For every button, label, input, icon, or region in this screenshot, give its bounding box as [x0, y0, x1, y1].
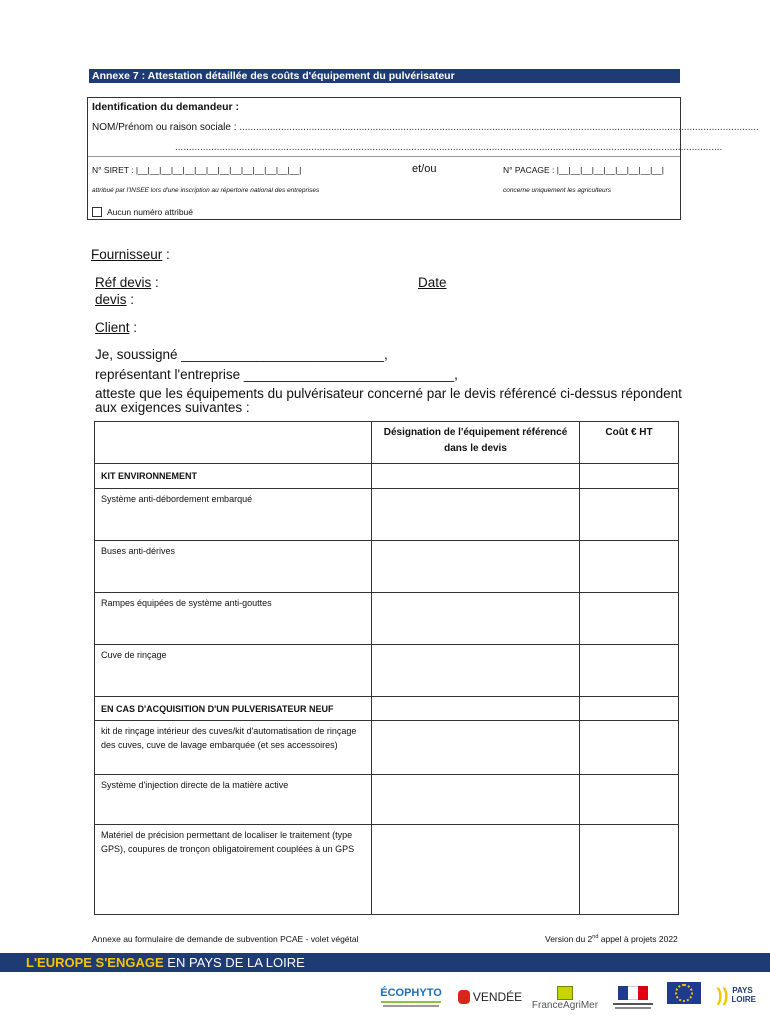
fournisseur-colon: :: [162, 247, 170, 262]
europe-banner: [0, 953, 770, 972]
cout-cell[interactable]: [580, 489, 679, 541]
table-header-row: [95, 422, 679, 464]
banner-rest: EN PAYS DE LA LOIRE: [163, 955, 305, 970]
footer-right: [545, 934, 678, 944]
row-label: Système d'injection directe de la matière active: [95, 775, 372, 825]
franceagrimer-logo: [530, 984, 600, 1012]
pays-loire-arc-icon: )): [716, 984, 729, 1005]
cout-cell[interactable]: [580, 697, 679, 721]
table-row: [95, 721, 679, 775]
designation-cell[interactable]: [372, 645, 580, 697]
header-designation: Désignation de l'équipement référencé dans le devis: [372, 422, 580, 464]
identification-title: Identification du demandeur :: [92, 101, 240, 113]
cout-cell[interactable]: [580, 593, 679, 645]
cout-cell[interactable]: [580, 464, 679, 489]
eu-stars-icon: [675, 984, 693, 1002]
eu-flag-icon: [667, 982, 701, 1004]
section-pulverisateur-neuf: EN CAS D'ACQUISITION D'UN PULVERISATEUR NEUF: [95, 697, 372, 721]
section-kit-environnement: KIT ENVIRONNEMENT: [95, 464, 372, 489]
footer-left: Annexe au formulaire de demande de subvention PCAE - volet végétal: [92, 934, 359, 944]
pacage-field[interactable]: N° PACAGE : |__|__|__|__|__|__|__|__|__|: [503, 165, 664, 175]
siret-field[interactable]: N° SIRET : |__|__|__|__|__|__|__|__|__|__|__|__|__|__|: [92, 165, 302, 175]
republique-logo: [610, 982, 656, 1012]
cout-cell[interactable]: [580, 541, 679, 593]
vendee-logo: [456, 985, 524, 1009]
table-row: [95, 775, 679, 825]
republique-text-line2: [615, 1007, 651, 1009]
aucun-numero-option[interactable]: [92, 207, 193, 217]
vendee-heart-icon: [458, 990, 470, 1004]
table-row: [95, 593, 679, 645]
section-row: [95, 697, 679, 721]
franceagrimer-text: FranceAgriMer: [531, 999, 599, 1011]
fournisseur-label: Fournisseur: [91, 247, 163, 262]
footer-version-sup: nd: [592, 934, 599, 941]
cout-cell[interactable]: [580, 825, 679, 915]
designation-cell[interactable]: [372, 825, 580, 915]
devis-label: devis: [95, 292, 127, 307]
row-label: Système anti-débordement embarqué: [95, 489, 372, 541]
designation-cell[interactable]: [372, 697, 580, 721]
row-label: Buses anti-dérives: [95, 541, 372, 593]
designation-cell[interactable]: [372, 489, 580, 541]
pacage-note: concerne uniquement les agriculteurs: [503, 187, 612, 194]
client-line: [95, 320, 137, 335]
equipment-table: [94, 421, 679, 915]
header-cout: Coût € HT: [580, 422, 679, 464]
aucun-label: Aucun numéro attribué: [107, 207, 193, 217]
table-row: [95, 541, 679, 593]
devis-line: [95, 292, 134, 307]
designation-cell[interactable]: [372, 593, 580, 645]
etou-text: et/ou: [412, 163, 437, 175]
header-empty: [95, 422, 372, 464]
franceagrimer-leaf-icon: [557, 986, 573, 1000]
row-label: Matériel de précision permettant de localiser le traitement (type GPS), coupures de tronçon obligatoirement couplées à un GPS: [95, 825, 372, 915]
atteste-text: atteste que les équipements du pulvérisateur concerné par le devis référencé ci-dessus répondent aux exigences suivantes :: [95, 386, 682, 415]
identification-box: [87, 97, 681, 220]
french-flag-icon: [618, 986, 648, 1000]
separator: [88, 156, 680, 157]
ref-devis-colon: :: [151, 275, 159, 290]
cout-cell[interactable]: [580, 645, 679, 697]
soussigne-line[interactable]: Je, soussigné ___________________________,: [95, 347, 388, 362]
client-label: Client: [95, 320, 130, 335]
designation-cell[interactable]: [372, 721, 580, 775]
banner-bold: L'EUROPE S'ENGAGE: [26, 955, 164, 970]
section-row: [95, 464, 679, 489]
fournisseur-line: [91, 247, 170, 262]
pays-loire-text: PAYS LOIRE: [731, 986, 756, 1004]
aucun-checkbox[interactable]: [92, 207, 102, 217]
row-label: kit de rinçage intérieur des cuves/kit d'automatisation de rinçage des cuves, cuve de lavage embarquée (et ses accessoires): [95, 721, 372, 775]
table-row: [95, 825, 679, 915]
republique-text-line: [613, 1003, 653, 1005]
representant-line[interactable]: représentant l'entreprise ____________________________,: [95, 367, 458, 382]
ecophyto-underline: [381, 1001, 441, 1003]
nom-label: NOM/Prénom ou raison sociale :: [92, 122, 240, 133]
cout-cell[interactable]: [580, 775, 679, 825]
vendee-text: VENDÉE: [472, 990, 523, 1004]
ecophyto-logo: [376, 982, 446, 1012]
table-row: [95, 645, 679, 697]
designation-cell[interactable]: [372, 775, 580, 825]
row-label: Rampes équipées de système anti-gouttes: [95, 593, 372, 645]
footer-version-post: appel à projets 2022: [598, 934, 678, 944]
nom-dots-line2[interactable]: .....................................................................................................................................................................................................: [175, 142, 723, 153]
annex-title-bar: Annexe 7 : Attestation détaillée des coûts d'équipement du pulvérisateur: [89, 69, 680, 83]
nom-field[interactable]: [92, 122, 759, 133]
pays-loire-logo: [710, 980, 760, 1010]
ecophyto-text: ÉCOPHYTO: [380, 987, 442, 999]
cout-cell[interactable]: [580, 721, 679, 775]
table-row: [95, 489, 679, 541]
siret-note: attribué par l'INSEE lors d'une inscription au répertoire national des entreprises: [92, 187, 320, 194]
nom-dots: ...........................................................................................................................................................................................: [239, 122, 759, 133]
footer-version-pre: Version du 2: [545, 934, 593, 944]
ref-devis-line: [95, 275, 159, 290]
devis-colon: :: [126, 292, 135, 307]
ref-devis-label: Réf devis: [95, 275, 152, 290]
row-label: Cuve de rinçage: [95, 645, 372, 697]
designation-cell[interactable]: [372, 541, 580, 593]
designation-cell[interactable]: [372, 464, 580, 489]
date-label: Date: [418, 275, 447, 290]
client-colon: :: [129, 320, 138, 335]
ecophyto-sub: [383, 1005, 439, 1007]
